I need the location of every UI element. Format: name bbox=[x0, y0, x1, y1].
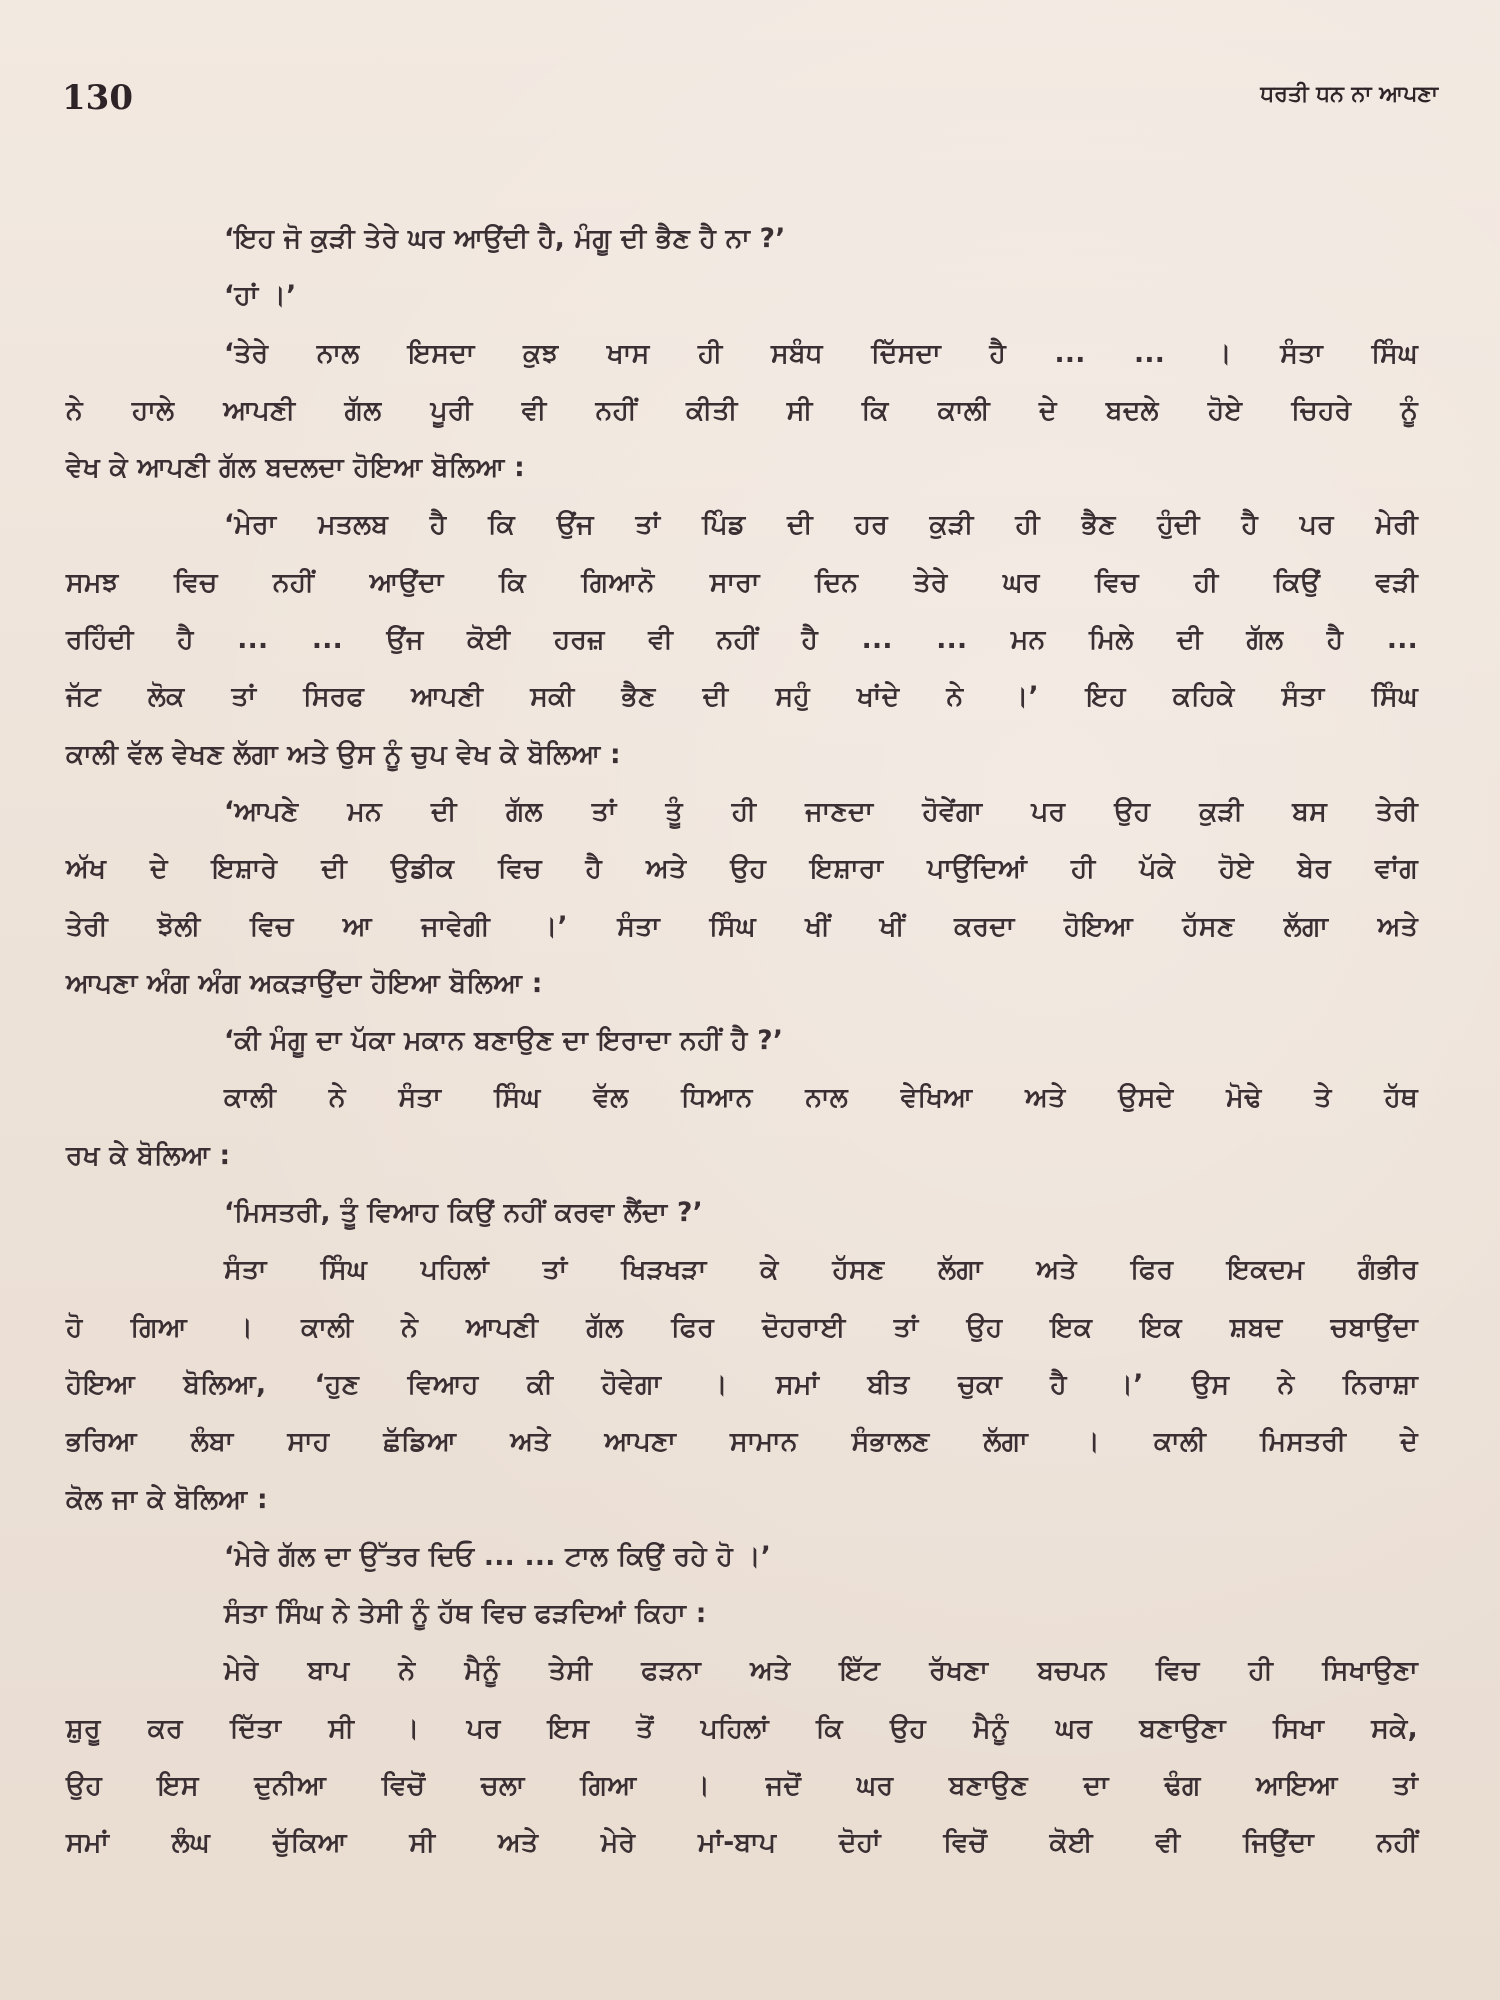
text-line: ਉਹ ਇਸ ਦੁਨੀਆ ਵਿਚੋਂ ਚਲਾ ਗਿਆ । ਜਦੋਂ ਘਰ ਬਣਾਉਣ ਦਾ ਢੰਗ ਆਇਆ ਤਾਂ bbox=[66, 1770, 1418, 1802]
text-line: ‘ਆਪਣੇ ਮਨ ਦੀ ਗੱਲ ਤਾਂ ਤੂੰ ਹੀ ਜਾਣਦਾ ਹੋਵੇਂਗਾ ਪਰ ਉਹ ਕੁੜੀ ਬਸ ਤੇਰੀ bbox=[224, 795, 1418, 827]
text-line: ਵੇਖ ਕੇ ਆਪਣੀ ਗੱਲ ਬਦਲਦਾ ਹੋਇਆ ਬੋਲਿਆ : bbox=[66, 452, 526, 484]
text-line: ‘ਹਾਂ ।’ bbox=[224, 280, 297, 312]
text-line: ਕਾਲੀ ਨੇ ਸੰਤਾ ਸਿੰਘ ਵੱਲ ਧਿਆਨ ਨਾਲ ਵੇਖਿਆ ਅਤੇ ਉਸਦੇ ਮੋਢੇ ਤੇ ਹੱਥ bbox=[224, 1082, 1418, 1114]
text-line: ‘ਮਿਸਤਰੀ, ਤੂੰ ਵਿਆਹ ਕਿਉਂ ਨਹੀਂ ਕਰਵਾ ਲੈਂਦਾ ?’ bbox=[224, 1197, 704, 1229]
text-line: ਭਰਿਆ ਲੰਬਾ ਸਾਹ ਛੱਡਿਆ ਅਤੇ ਆਪਣਾ ਸਾਮਾਨ ਸੰਭਾਲਣ ਲੱਗਾ । ਕਾਲੀ ਮਿਸਤਰੀ ਦੇ bbox=[66, 1426, 1418, 1458]
text-line: ਕਾਲੀ ਵੱਲ ਵੇਖਣ ਲੱਗਾ ਅਤੇ ਉਸ ਨੂੰ ਚੁਪ ਵੇਖ ਕੇ ਬੋਲਿਆ : bbox=[66, 738, 621, 770]
text-line: ਜੱਟ ਲੋਕ ਤਾਂ ਸਿਰਫ ਆਪਣੀ ਸਕੀ ਭੈਣ ਦੀ ਸਹੁੰ ਖਾਂਦੇ ਨੇ ।’ ਇਹ ਕਹਿਕੇ ਸੰਤਾ ਸਿੰਘ bbox=[66, 681, 1418, 713]
text-line: ਤੇਰੀ ਝੋਲੀ ਵਿਚ ਆ ਜਾਵੇਗੀ ।’ ਸੰਤਾ ਸਿੰਘ ਖੀਂ ਖੀਂ ਕਰਦਾ ਹੋਇਆ ਹੱਸਣ ਲੱਗਾ ਅਤੇ bbox=[66, 910, 1418, 942]
page-header bbox=[62, 78, 1438, 118]
text-line: ‘ਤੇਰੇ ਨਾਲ ਇਸਦਾ ਕੁਝ ਖਾਸ ਹੀ ਸਬੰਧ ਦਿੱਸਦਾ ਹੈ ... ... । ਸੰਤਾ ਸਿੰਘ bbox=[224, 337, 1418, 369]
text-line: ਨੇ ਹਾਲੇ ਆਪਣੀ ਗੱਲ ਪੂਰੀ ਵੀ ਨਹੀਂ ਕੀਤੀ ਸੀ ਕਿ ਕਾਲੀ ਦੇ ਬਦਲੇ ਹੋਏ ਚਿਹਰੇ ਨੂੰ bbox=[66, 394, 1418, 426]
page-number: 130 bbox=[62, 78, 133, 118]
text-line: ‘ਮੇਰੇ ਗੱਲ ਦਾ ਉੱਤਰ ਦਿਓ ... ... ਟਾਲ ਕਿਉਂ ਰਹੇ ਹੋ ।’ bbox=[224, 1540, 772, 1572]
text-line: ਸਮਾਂ ਲੰਘ ਚੁੱਕਿਆ ਸੀ ਅਤੇ ਮੇਰੇ ਮਾਂ-ਬਾਪ ਦੋਹਾਂ ਵਿਚੋਂ ਕੋਈ ਵੀ ਜਿਉਂਦਾ ਨਹੀਂ bbox=[66, 1827, 1418, 1859]
text-line: ਮੇਰੇ ਬਾਪ ਨੇ ਮੈਨੂੰ ਤੇਸੀ ਫੜਨਾ ਅਤੇ ਇੱਟ ਰੱਖਣਾ ਬਚਪਨ ਵਿਚ ਹੀ ਸਿਖਾਉਣਾ bbox=[224, 1655, 1418, 1687]
running-title: ਧਰਤੀ ਧਨ ਨਾ ਆਪਣਾ bbox=[1260, 82, 1438, 107]
text-line: ਸਮਝ ਵਿਚ ਨਹੀਂ ਆਉਂਦਾ ਕਿ ਗਿਆਨੋ ਸਾਰਾ ਦਿਨ ਤੇਰੇ ਘਰ ਵਿਚ ਹੀ ਕਿਉਂ ਵੜੀ bbox=[66, 566, 1418, 598]
text-line: ਸੰਤਾ ਸਿੰਘ ਨੇ ਤੇਸੀ ਨੂੰ ਹੱਥ ਵਿਚ ਫੜਦਿਆਂ ਕਿਹਾ : bbox=[224, 1598, 707, 1630]
body-text bbox=[66, 210, 1418, 1872]
text-line: ਸ਼ੁਰੂ ਕਰ ਦਿੱਤਾ ਸੀ । ਪਰ ਇਸ ਤੋਂ ਪਹਿਲਾਂ ਕਿ ਉਹ ਮੈਨੂੰ ਘਰ ਬਣਾਉਣਾ ਸਿਖਾ ਸਕੇ, bbox=[66, 1712, 1418, 1744]
text-line: ਹੋਇਆ ਬੋਲਿਆ, ‘ਹੁਣ ਵਿਆਹ ਕੀ ਹੋਵੇਗਾ । ਸਮਾਂ ਬੀਤ ਚੁਕਾ ਹੈ ।’ ਉਸ ਨੇ ਨਿਰਾਸ਼ਾ bbox=[66, 1368, 1418, 1400]
text-line: ‘ਮੇਰਾ ਮਤਲਬ ਹੈ ਕਿ ਉਂਜ ਤਾਂ ਪਿੰਡ ਦੀ ਹਰ ਕੁੜੀ ਹੀ ਭੈਣ ਹੁੰਦੀ ਹੈ ਪਰ ਮੇਰੀ bbox=[224, 509, 1418, 541]
text-line: ਸੰਤਾ ਸਿੰਘ ਪਹਿਲਾਂ ਤਾਂ ਖਿੜਖੜਾ ਕੇ ਹੱਸਣ ਲੱਗਾ ਅਤੇ ਫਿਰ ਇਕਦਮ ਗੰਭੀਰ bbox=[224, 1254, 1418, 1286]
text-line: ਆਪਣਾ ਅੰਗ ਅੰਗ ਅਕੜਾਉਂਦਾ ਹੋਇਆ ਬੋਲਿਆ : bbox=[66, 967, 543, 999]
text-line: ਰਖ ਕੇ ਬੋਲਿਆ : bbox=[66, 1139, 231, 1171]
text-line: ‘ਕੀ ਮੰਗੂ ਦਾ ਪੱਕਾ ਮਕਾਨ ਬਣਾਉਣ ਦਾ ਇਰਾਦਾ ਨਹੀਂ ਹੈ ?’ bbox=[224, 1025, 784, 1057]
text-line: ਰਹਿੰਦੀ ਹੈ ... ... ਉਂਜ ਕੋਈ ਹਰਜ਼ ਵੀ ਨਹੀਂ ਹੈ ... ... ਮਨ ਮਿਲੇ ਦੀ ਗੱਲ ਹੈ ... bbox=[66, 624, 1418, 656]
text-line: ‘ਇਹ ਜੋ ਕੁੜੀ ਤੇਰੇ ਘਰ ਆਉਂਦੀ ਹੈ, ਮੰਗੂ ਦੀ ਭੈਣ ਹੈ ਨਾ ?’ bbox=[224, 223, 786, 254]
text-line: ਹੋ ਗਿਆ । ਕਾਲੀ ਨੇ ਆਪਣੀ ਗੱਲ ਫਿਰ ਦੋਹਰਾਈ ਤਾਂ ਉਹ ਇਕ ਇਕ ਸ਼ਬਦ ਚਬਾਉਂਦਾ bbox=[66, 1311, 1418, 1343]
text-line: ਅੱਖ ਦੇ ਇਸ਼ਾਰੇ ਦੀ ਉਡੀਕ ਵਿਚ ਹੈ ਅਤੇ ਉਹ ਇਸ਼ਾਰਾ ਪਾਉਂਦਿਆਂ ਹੀ ਪੱਕੇ ਹੋਏ ਬੇਰ ਵਾਂਗ bbox=[66, 853, 1418, 885]
text-line: ਕੋਲ ਜਾ ਕੇ ਬੋਲਿਆ : bbox=[66, 1483, 268, 1515]
